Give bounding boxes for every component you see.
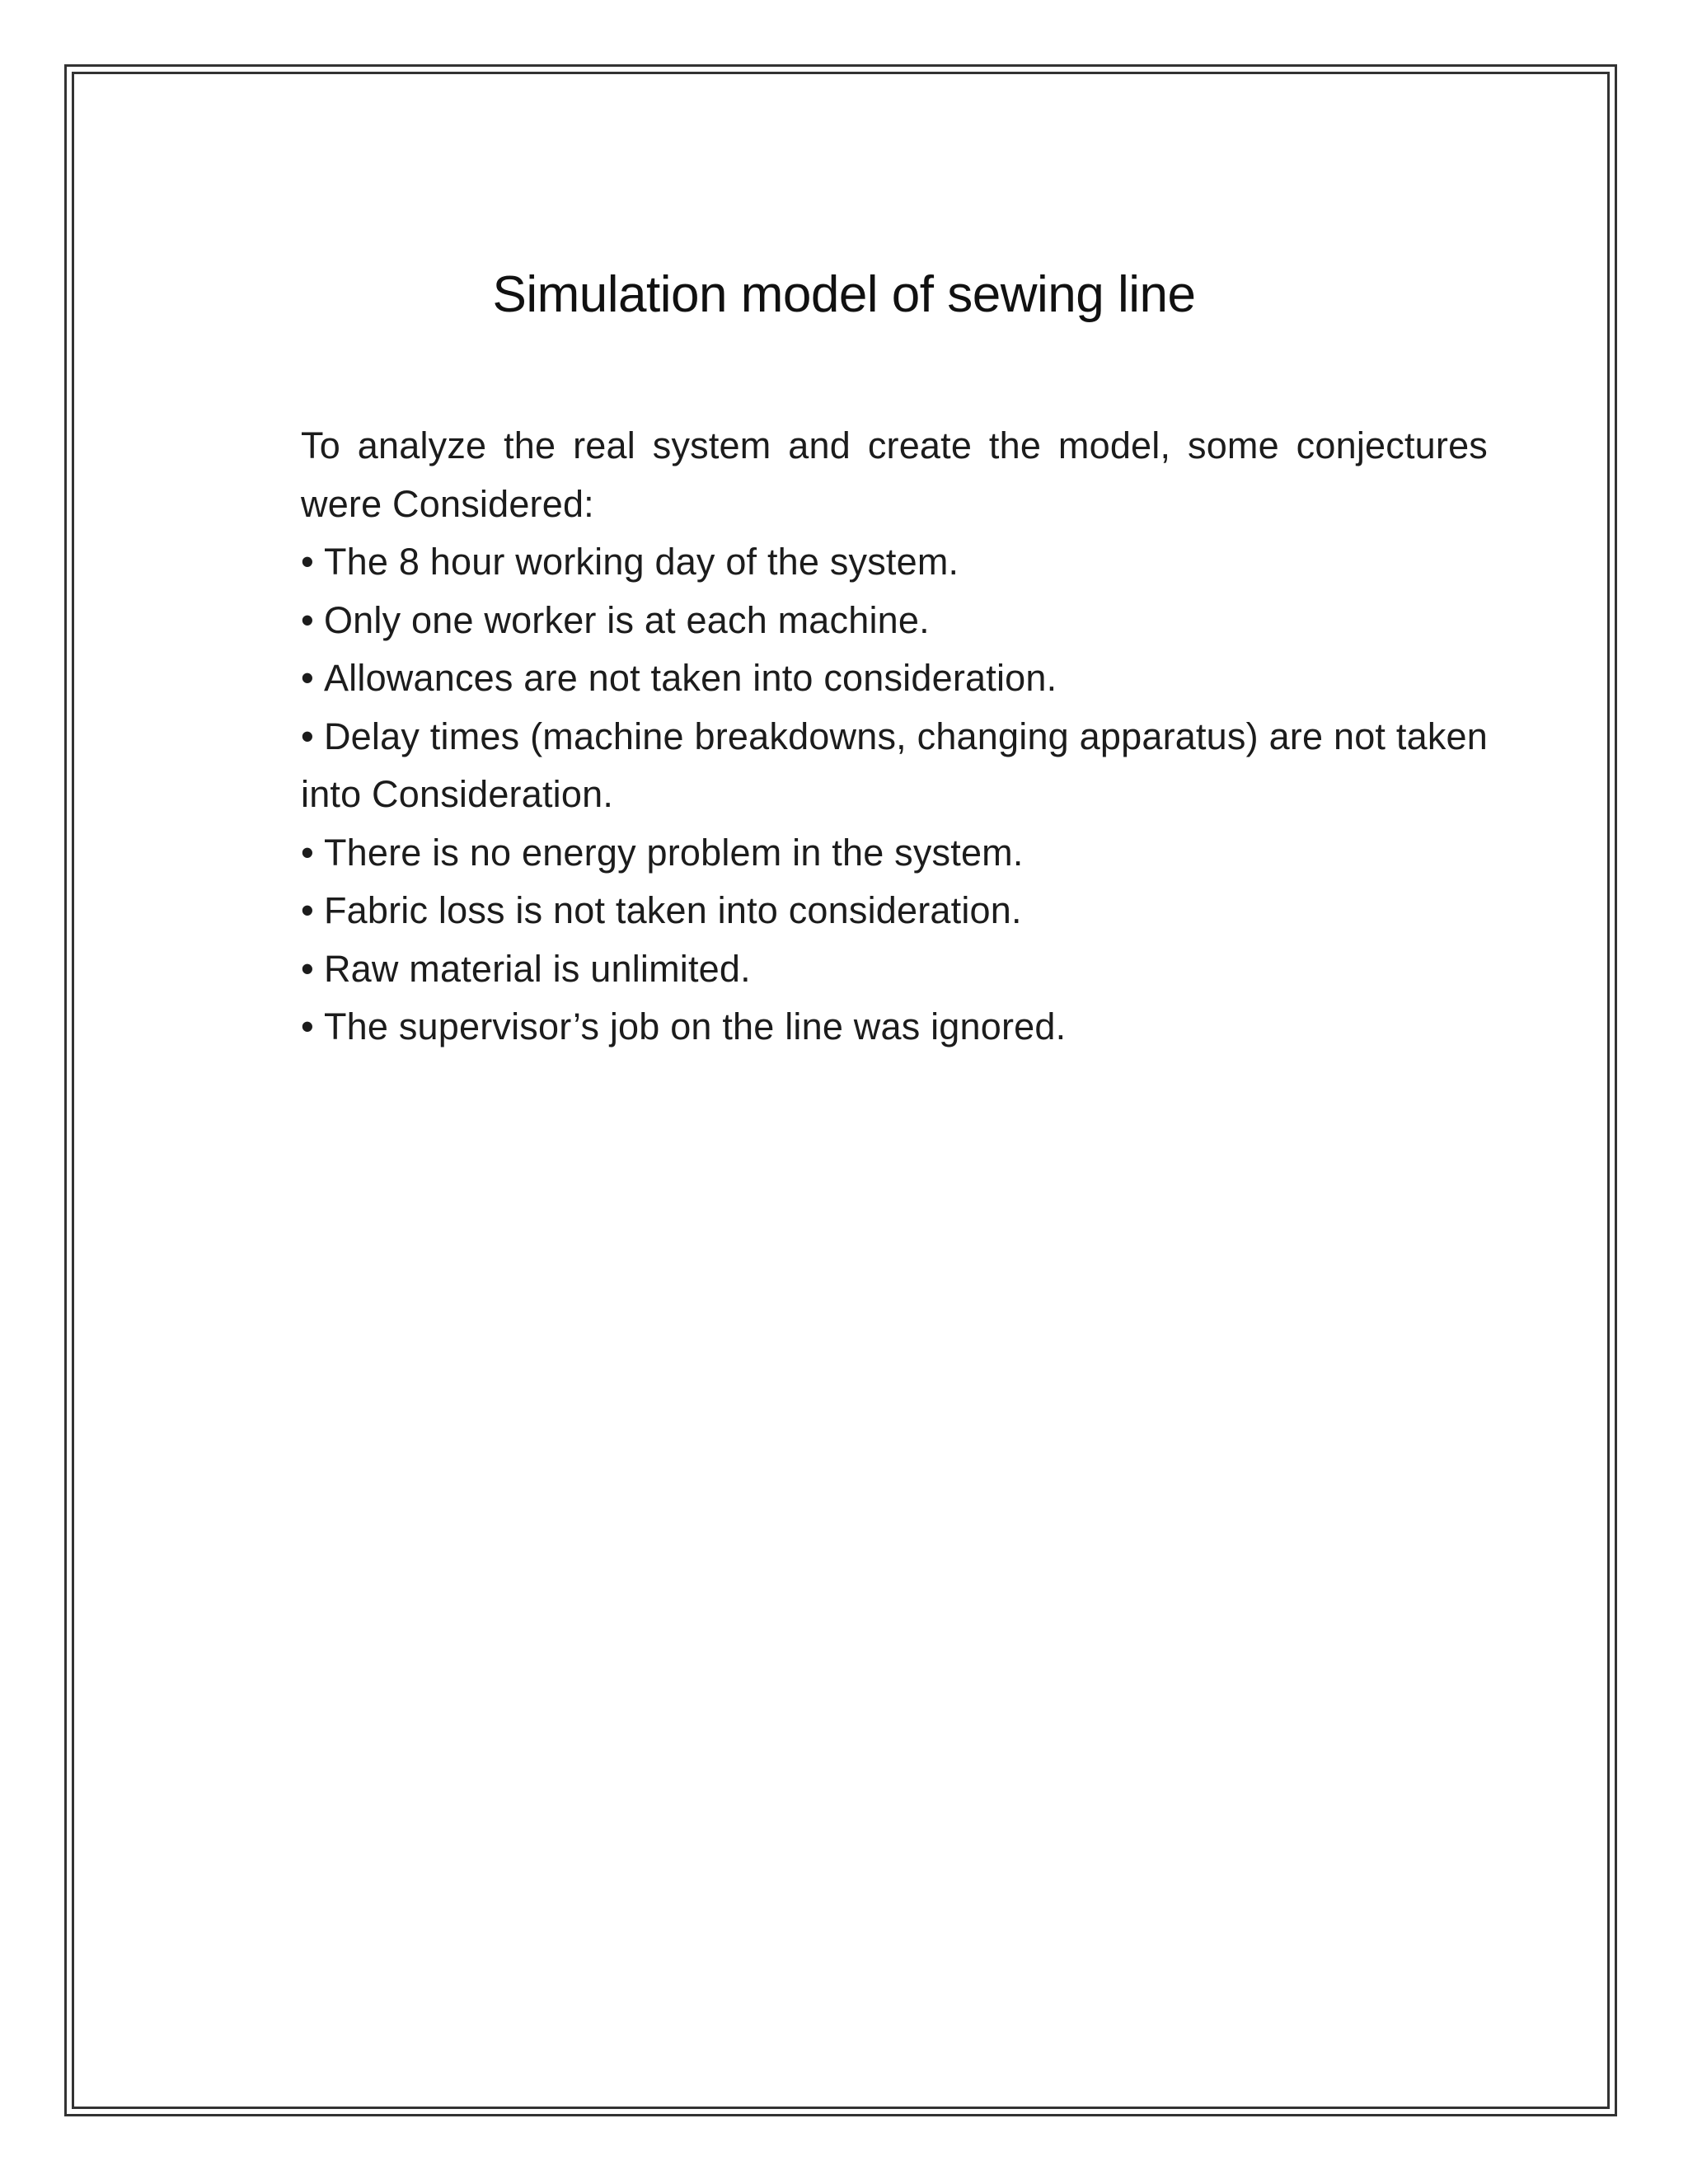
bullet-icon: • xyxy=(301,1005,314,1047)
list-item xyxy=(301,708,1488,824)
list-item xyxy=(301,940,1488,999)
bullet-icon: • xyxy=(301,889,314,931)
bullet-icon: • xyxy=(301,598,314,641)
list-item-text: The 8 hour working day of the system. xyxy=(323,541,959,583)
list-item xyxy=(301,824,1488,883)
bullet-icon: • xyxy=(301,715,314,757)
document-body xyxy=(301,417,1488,1057)
bullet-icon: • xyxy=(301,657,314,699)
list-item xyxy=(301,533,1488,592)
bullet-icon: • xyxy=(301,541,314,583)
list-item-text: Only one worker is at each machine. xyxy=(323,598,930,641)
bullet-icon: • xyxy=(301,831,314,874)
list-item xyxy=(301,882,1488,940)
page-border-inner xyxy=(72,72,1610,2109)
list-item xyxy=(301,592,1488,650)
list-item-text: Allowances are not taken into consideration. xyxy=(323,657,1057,699)
list-item xyxy=(301,998,1488,1057)
list-item-text: Delay times (machine breakdowns, changing apparatus) are not taken into Consideration. xyxy=(301,715,1488,815)
list-item-text: Fabric loss is not taken into consideration. xyxy=(323,889,1022,931)
page-title: Simulation model of sewing line xyxy=(492,266,1196,323)
bullet-icon: • xyxy=(301,947,314,990)
list-item-text: Raw material is unlimited. xyxy=(323,947,751,990)
list-item-text: The supervisor’s job on the line was ignored. xyxy=(323,1005,1067,1047)
conjecture-list xyxy=(301,533,1488,1057)
list-item-text: There is no energy problem in the system. xyxy=(323,831,1024,874)
list-item xyxy=(301,649,1488,708)
intro-paragraph: To analyze the real system and create the model, some conjectures were Considered: xyxy=(301,424,1488,525)
